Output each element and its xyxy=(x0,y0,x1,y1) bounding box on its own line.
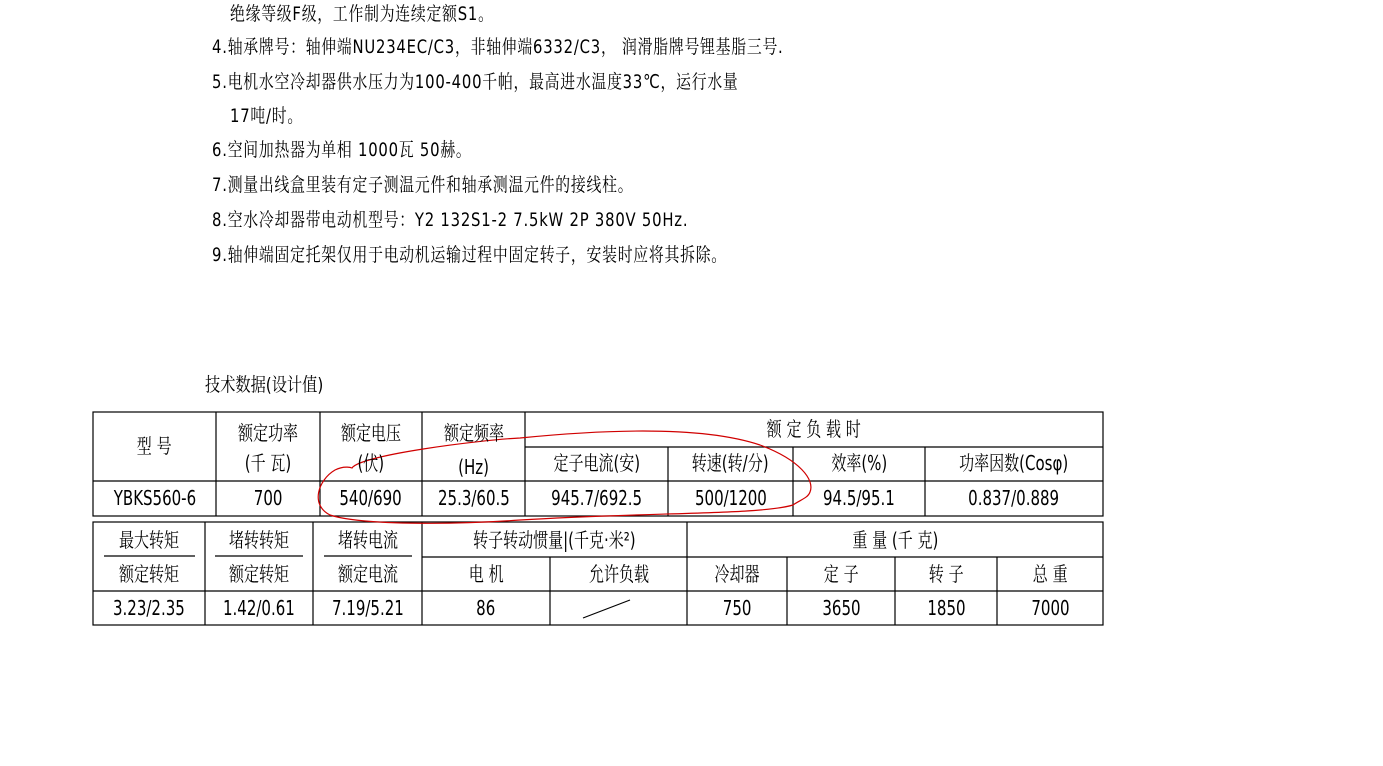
note-shipping-bracket: 9.轴伸端固定托架仅用于电动机运输过程中固定转子，安装时应将其拆除。 xyxy=(212,244,727,266)
value-power: 700 xyxy=(253,486,283,510)
value-voltage: 540/690 xyxy=(339,486,403,510)
header-cooler: 冷却器 xyxy=(714,562,760,586)
header-locked-torque: 堵转转矩 xyxy=(229,528,289,552)
value-speed: 500/1200 xyxy=(694,486,767,510)
header-voltage-unit: (伏) xyxy=(357,451,385,475)
header-weight: 重 量 (千 克) xyxy=(851,528,939,552)
header-total-weight: 总 重 xyxy=(1032,562,1068,586)
header-rated-frequency: 额定频率 xyxy=(443,421,504,445)
value-motor-inertia: 86 xyxy=(476,596,496,620)
table-title: 技术数据(设计值) xyxy=(205,374,324,396)
header-rated-load: 额 定 负 载 时 xyxy=(766,417,862,441)
header-locked-current-rated: 额定电流 xyxy=(337,562,398,586)
header-locked-torque-rated: 额定转矩 xyxy=(229,562,289,586)
note-heater: 6.空间加热器为单相 1000瓦 50赫。 xyxy=(212,139,472,161)
header-rotor: 转 子 xyxy=(928,562,964,586)
header-rated-power: 额定功率 xyxy=(238,421,298,445)
header-model: 型 号 xyxy=(137,434,172,458)
note-insulation: 绝缘等级F级，工作制为连续定额S1。 xyxy=(230,3,494,25)
note-cooler-motor: 8.空水冷却器带电动机型号：Y2 132S1-2 7.5kW 2P 380V 50Hz. xyxy=(212,209,689,231)
value-stator-weight: 3650 xyxy=(821,596,861,620)
header-stator: 定 子 xyxy=(823,562,859,586)
header-stator-current: 定子电流(安) xyxy=(553,451,640,475)
value-rotor-weight: 1850 xyxy=(926,596,966,620)
header-rated-voltage: 额定电压 xyxy=(341,421,401,445)
value-locked-current: 7.19/5.21 xyxy=(331,596,404,620)
header-efficiency: 效率(%) xyxy=(831,451,887,475)
header-max-torque: 最大转矩 xyxy=(119,528,179,552)
note-bearing: 4.轴承牌号：轴伸端NU234EC/C3，非轴伸端6332/C3， 润滑脂牌号锂基脂三号. xyxy=(212,36,784,58)
note-cooler-water: 5.电机水空冷却器供水压力为100-400千帕，最高进水温度33℃，运行水量 xyxy=(212,71,739,93)
value-frequency: 25.3/60.5 xyxy=(437,486,510,510)
header-speed: 转速(转/分) xyxy=(692,451,769,475)
note-terminal-box: 7.测量出线盒里装有定子测温元件和轴承测温元件的接线柱。 xyxy=(212,174,634,196)
header-motor: 电 机 xyxy=(468,562,504,586)
value-max-torque: 3.23/2.35 xyxy=(113,596,185,620)
value-model: YBKS560-6 xyxy=(113,486,196,510)
header-locked-current: 堵转电流 xyxy=(337,528,398,552)
value-power-factor: 0.837/0.889 xyxy=(968,486,1060,510)
value-efficiency: 94.5/95.1 xyxy=(823,486,895,510)
header-power-unit: (千 瓦) xyxy=(244,451,292,475)
value-stator-current: 945.7/692.5 xyxy=(551,486,642,510)
header-power-factor: 功率因数(Cosφ) xyxy=(959,451,1069,475)
value-locked-torque: 1.42/0.61 xyxy=(223,596,295,620)
value-cooler-weight: 750 xyxy=(722,596,752,620)
header-max-torque-rated: 额定转矩 xyxy=(119,562,179,586)
header-rotor-inertia: 转子转动惯量|(千克·米²) xyxy=(473,528,636,552)
header-allowed-load: 允许负载 xyxy=(588,562,649,586)
header-frequency-unit: (Hz) xyxy=(458,455,489,479)
value-total-weight: 7000 xyxy=(1030,596,1070,620)
note-water-flow: 17吨/时。 xyxy=(230,105,304,127)
